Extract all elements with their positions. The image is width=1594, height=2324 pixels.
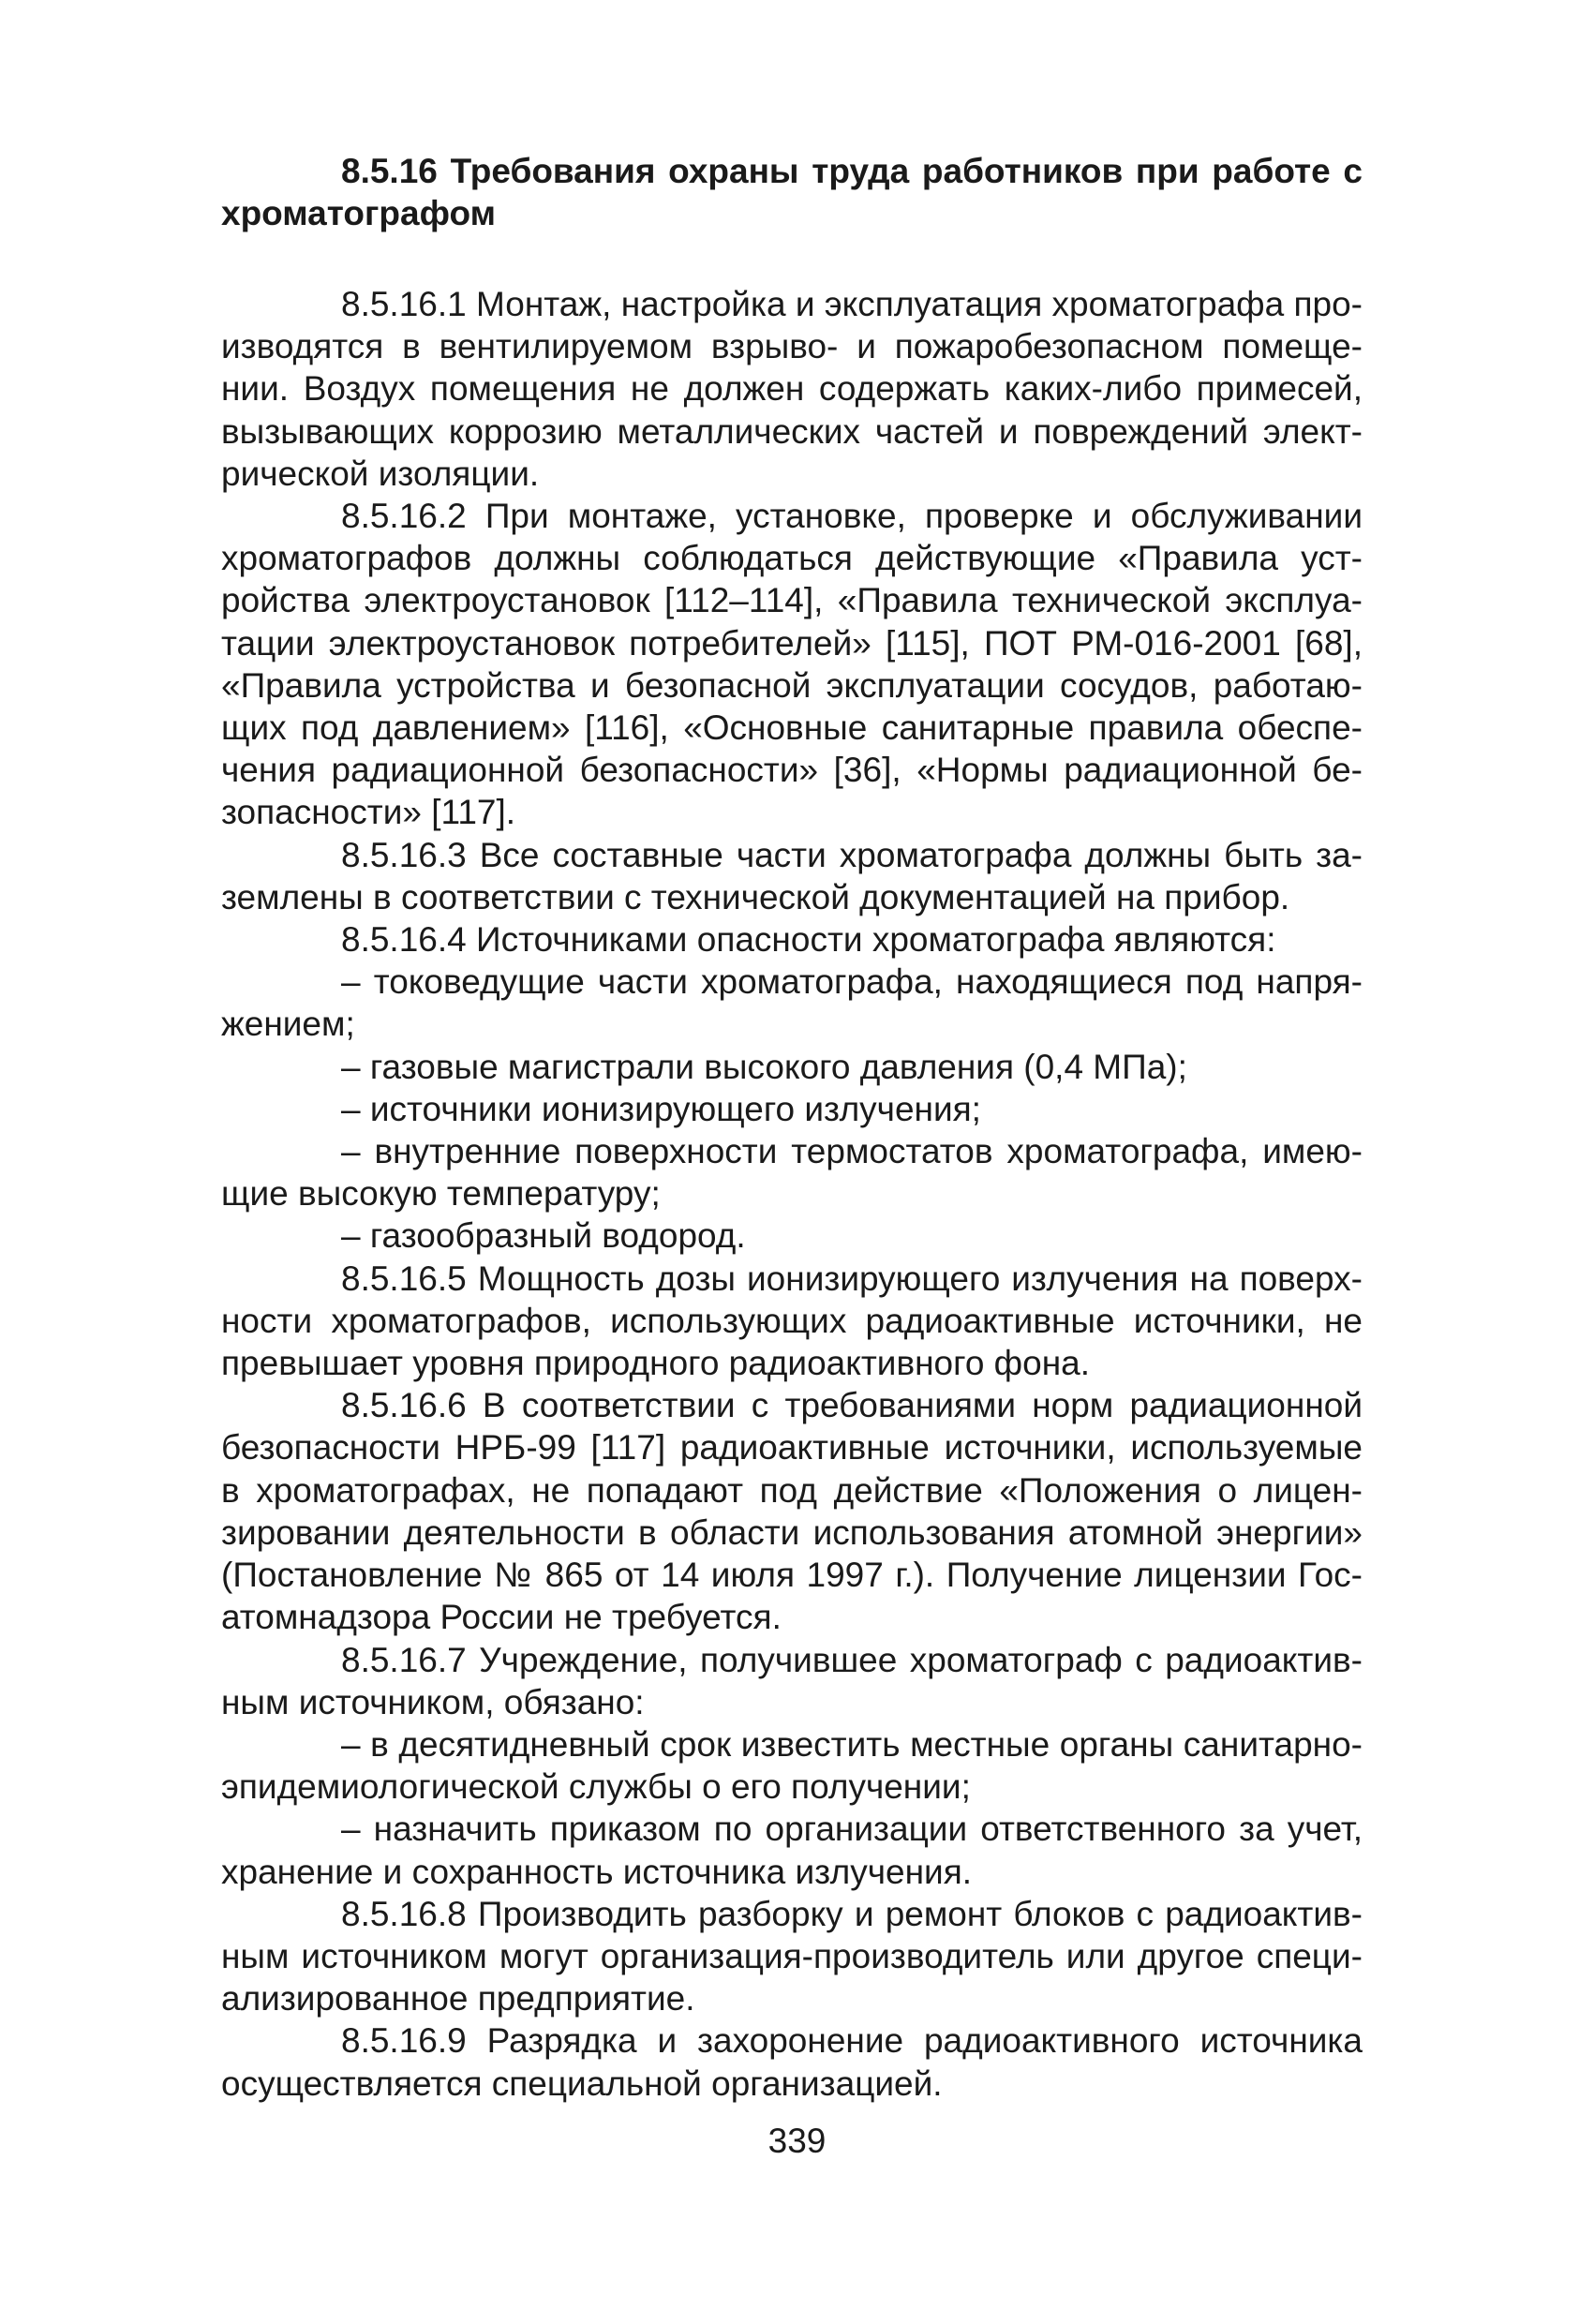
list-item-obligation: – назначить приказом по организации ответственного за учет, хранение и сохранность источника излучения. — [221, 1810, 1363, 1891]
list-item-hazard: – газообразный водород. — [341, 1216, 746, 1256]
list-item-obligation: – в десятидневный срок известить местные органы санитарно-эпидемиологической службы о его получении; — [221, 1724, 1363, 1807]
paragraph-8-5-16-1: 8.5.16.1 Монтаж, настройка и эксплуатация хроматографа производятся в вентилируемом взрыво- и пожаробезопасном помещении. Воздух помещения не должен содержать каких-либо примесей, вызывающих коррозию металлических частей и повреждений электрической изоляции. — [221, 285, 1363, 493]
list-item-hazard: – внутренние поверхности термостатов хроматографа, имеющие высокую температуру; — [221, 1132, 1363, 1214]
paragraph-8-5-16-9: 8.5.16.9 Разрядка и захоронение радиоактивного источника осуществляется специальной организацией. — [221, 2021, 1363, 2103]
list-item-hazard: – источники ионизирующего излучения; — [341, 1089, 981, 1128]
paragraph-8-5-16-6: 8.5.16.6 В соответствии с требованиями норм радиационной безопасности НРБ-99 [117] радиоактивные источники, используемые в хроматографах, не попадают под действие «Положения о лицензировании деятельности в области использования атомной энергии» (Постановление № 865 от 14 июля 1997 г.). Получение лицензии Госатомнадзора России не требуется. — [221, 1386, 1363, 1637]
paragraph-8-5-16-7: 8.5.16.7 Учреждение, получившее хроматограф с радиоактивным источником, обязано: — [221, 1640, 1363, 1721]
paragraph-8-5-16-8: 8.5.16.8 Производить разборку и ремонт блоков с радиоактивным источником могут организация-производитель или другое специализированное предприятие. — [221, 1894, 1363, 2019]
list-item-hazard: – газовые магистрали высокого давления (0,4 МПа); — [341, 1047, 1187, 1086]
paragraph-8-5-16-3: 8.5.16.3 Все составные части хроматографа должны быть заземлены в соответствии с технической документацией на прибор. — [221, 835, 1363, 916]
page-number: 339 — [767, 2122, 827, 2160]
page-content — [221, 150, 1363, 2105]
paragraph-8-5-16-2: 8.5.16.2 При монтаже, установке, проверке и обслуживании хроматографов должны соблюдаться действующие «Правила устройства электроустановок [112–114], «Правила технической эксплуатации электроустановок потребителей» [115], ПОТ РМ-016-2001 [68], «Правила устройства и безопасной эксплуатации сосудов, работающих под давлением» [116], «Основные санитарные правила обеспечения радиационной безопасности» [36], «Нормы радиационной безопасности» [117]. — [221, 497, 1363, 832]
section-heading: 8.5.16 Требования охраны труда работников при работе с хроматографом — [221, 152, 1363, 232]
list-item-hazard: – токоведущие части хроматографа, находящиеся под напряжением; — [221, 962, 1363, 1044]
paragraph-8-5-16-5: 8.5.16.5 Мощность дозы ионизирующего излучения на поверхности хроматографов, использующих радиоактивные источники, не превышает уровня природного радиоактивного фона. — [221, 1259, 1363, 1383]
paragraph-8-5-16-4: 8.5.16.4 Источниками опасности хроматографа являются: — [341, 920, 1276, 960]
